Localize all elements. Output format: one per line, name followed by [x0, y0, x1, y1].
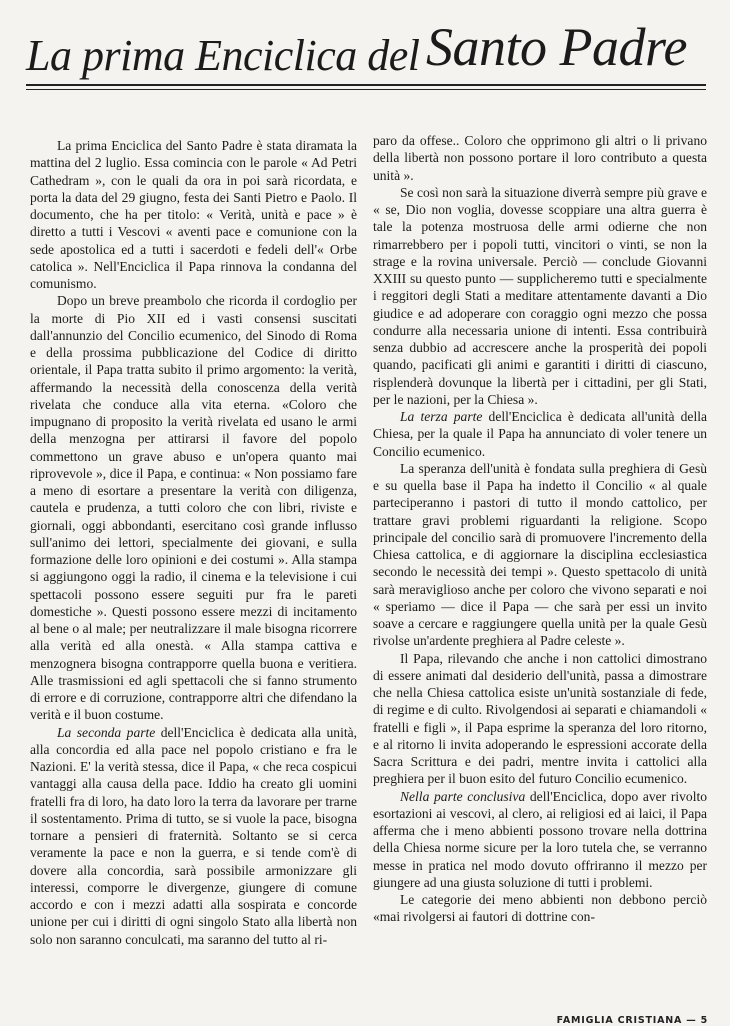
paragraph-war: Se così non sarà la situazione diverrà sempre più grave e « se, Dio non voglia, dovesse scoppiare una altra guerra è tale la potenza mostruosa delle armi odierne che non rimarrebbero per i popoli tutti, vincitori o vinti, se non la strage e la rovina universale. Perciò — conclude Giovanni XXIII su questo punto — supplicheremo tutti e specialmente i reggitori degli Stati a meditare attentamente davanti a Dio giudice e ad adoperare con coraggio ogni mezzo che possa condurre alla necessaria unione di intenti. Essa contribuirà senza dubbio ad accrescere anche la prosperità dei popoli quando, pacificati gli animi e garantiti i diritti di ciascuno, risplenderà dovunque la libertà per i cittadini, per gli Stati, per le nazioni, per la Chiesa ». — [373, 184, 707, 407]
title-rule-thin — [26, 89, 706, 90]
page-number: 5 — [700, 1015, 708, 1026]
paragraph-truth: Dopo un breve preambolo che ricorda il cordoglio per la morte di Pio XII ed i vasti consensi suscitati dall'annunzio del Concilio ecumenico, del Sinodo di Roma e della prossima pubblicazione del Codice di diritto orientale, il Papa tratta subito il primo argomento: la verità, affermando la necessità della conoscenza della verità rivelata che conduce alla vita eterna. «Coloro che impugnano di proposito la verità rivelata ed usano le armi della menzogna per attirarsi il favore del popolo commettono un grave abuso e un'opera quanto mai riprovevole », dice il Papa, e continua: « Non possiamo fare a meno di esortare a presentare la verità con diligenza, cautela e prudenza, a tutti coloro che con libri, riviste e giornali, oggi abbondanti, esercitano così grande influsso sull'animo dei lettori, specialmente dei giovani, e sulla formazione delle loro opinioni e dei costumi ». Alla stampa si aggiungono oggi la radio, il cinema e la televisione i cui spettacoli possono essere seguiti pur fra le pareti domestiche ». Questi possono essere mezzi di incitamento al bene o al male; per neutralizzare il male bisogna ricorrere alla verità ed alla onestà. « Alla stampa cattiva e menzognera bisogna contrapporre quella buona e veritiera. Alle trasmissioni ed agli spettacoli che si fanno strumento di errore e di corruzione, contrapporre altri che difendano la verità e il buon costume. — [30, 293, 357, 723]
left-column — [30, 137, 357, 948]
page-footer — [553, 1015, 708, 1026]
title-part-2: Santo Padre — [426, 17, 687, 77]
paragraph-unity: La speranza dell'unità è fondata sulla preghiera di Gesù e su quella base il Papa ha indetto il Concilio « al quale parteciperanno i pastori di tutto il mondo cattolico, per trattare gravi problemi riguardanti la religione. Scopo principale del concilio sarà di promuovere l'incremento della Chiesa cattolica, e di aggiornare la disciplina ecclesiastica secondo le necessità dei tempi ». Questo spettacolo di unità sarà meraviglioso anche per coloro che vivono separati e noi « speriamo — dice il Papa — che sarà per essi un invito soave a cercare e raggiungere quella unità per la quale Gesù rivolse un'ardente preghiera al Padre celeste ». — [373, 460, 707, 649]
magazine-name: FAMIGLIA CRISTIANA — — [556, 1015, 697, 1026]
second-part-heading: La seconda parte — [57, 724, 156, 740]
right-column — [373, 132, 707, 926]
paragraph-continuation: paro da offese.. Coloro che opprimono gli altri o li privano della libertà non possono portare il loro contributo a questa unità ». — [373, 133, 707, 183]
conclusion-heading: Nella parte conclusiva — [400, 788, 526, 804]
third-part-text: dell'Enciclica è dedicata all'unità della Chiesa, per la quale il Papa ha annunciato di voler tenere un Concilio ecumenico. — [373, 409, 707, 459]
paragraph-last: Le categorie dei meno abbienti non debbono perciò «mai rivolgersi ai fautori di dottrine con- — [373, 892, 707, 925]
paragraph-conclusion — [373, 788, 707, 892]
conclusion-text: dell'Enciclica, dopo aver rivolto esortazioni ai vescovi, al clero, ai religiosi ed ai laici, il Papa afferma che i meno abbienti possono trovare nella dottrina della Chiesa norme sicure per la loro tutela che, se verranno messe in pratica nel modo dovuto offriranno il mezzo per giungere ad una giusta soluzione di tutti i problemi. — [373, 788, 707, 890]
paragraph-intro: La prima Enciclica del Santo Padre è stata diramata la mattina del 2 luglio. Essa comincia con le parole « Ad Petri Cathedram », con le quali da ora in poi sarà ricordata, e porta la data del 29 giugno, festa dei Santi Pietro e Paolo. Il documento, che ha per titolo: « Verità, unità e pace » è diretto a tutti i Vescovi « aventi pace e comunione con la sede apostolica ed a tutti i sacerdoti e fedeli dell'« Orbe catolica ». Nell'Enciclica il Papa rinnova la condanna del comunismo. — [30, 138, 357, 291]
title-rule-thick — [26, 84, 706, 86]
article-title — [26, 10, 716, 90]
third-part-heading: La terza parte — [400, 409, 483, 424]
paragraph-non-catholics: Il Papa, rilevando che anche i non cattolici dimostrano di essere animati dal desiderio dell'unità, passa a dimostrare che nella Chiesa cattolica esiste un'unità sostanziale di fede, di regime e di culto. Rivolgendosi ai separati e chiamandoli « fratelli e figli », il Papa esprime la speranza del loro ritorno, e al ritorno li invita adoperando le espressioni accorate della Sacra Scrittura e dei padri, mentre invita i cattolici alla preghiera per il buon esito del futuro Concilio ecumenico. — [373, 650, 707, 787]
title-part-1: La prima Enciclica del — [26, 31, 420, 80]
paragraph-third-part — [373, 408, 707, 460]
second-part-text: dell'Enciclica è dedicata alla unità, alla concordia ed alla pace nel popolo cristiano e fra le Nazioni. E' la verità stessa, dice il Papa, « che reca cospicui vantaggi alla causa della pace. Iddio ha creato gli uomini fratelli fra di loro, ha dato loro la terra da lavorare per trarne il sostentamento. Prima di tutto, se si vuole la pace, bisogna tornare a pensieri di fraternità. Soltanto se si cerca veramente la pace e non la guerra, e si tende com'è di dovere alla concordia, sarà possibile armonizzare gli interessi, comporre le divergenze, giungere di comune accordo e con i mezzi adatti alla sospirata e concorde unione per cui i diritti di ogni singolo Stato alla libertà non solo non saranno conculcati, ma saranno del tutto al ri- — [30, 724, 357, 947]
paragraph-second-part — [30, 724, 357, 948]
